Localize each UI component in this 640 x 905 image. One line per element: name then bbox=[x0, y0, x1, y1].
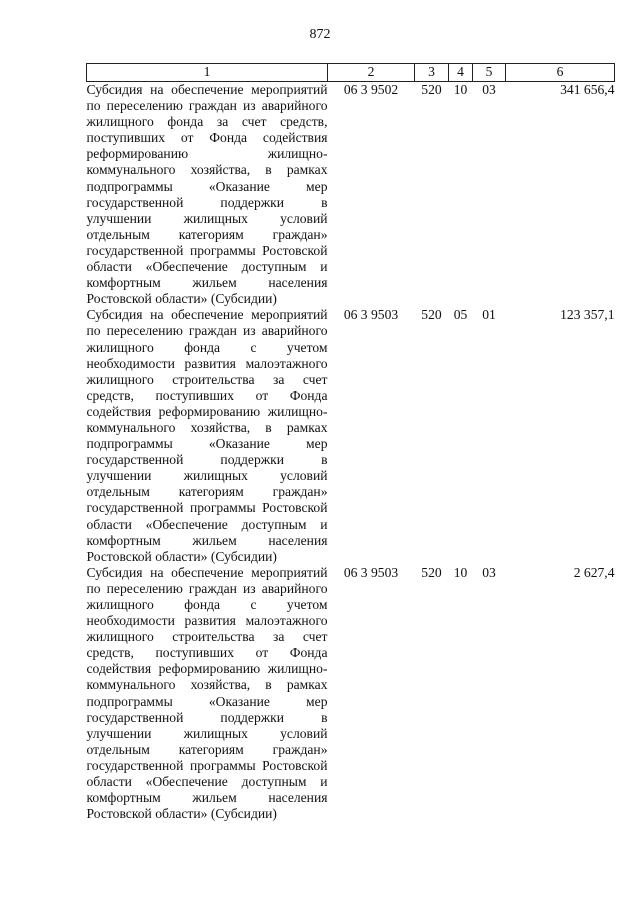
row-expense-type: 520 bbox=[421, 564, 442, 580]
page-number: 872 bbox=[309, 27, 331, 42]
row-subsection: 03 bbox=[482, 82, 496, 97]
column-header: 6 bbox=[506, 64, 615, 82]
column-header: 2 bbox=[328, 64, 415, 82]
row-amount: 123 357,1 bbox=[560, 307, 615, 323]
row-subsection: 03 bbox=[482, 564, 496, 580]
column-header: 4 bbox=[449, 64, 473, 82]
row-section: 10 bbox=[453, 82, 468, 97]
table-row bbox=[87, 565, 615, 823]
column-header: 1 bbox=[87, 64, 328, 82]
row-target-code: 06 3 9503 bbox=[343, 307, 399, 323]
row-expense-type: 520 bbox=[421, 307, 442, 323]
row-section: 10 bbox=[453, 564, 468, 580]
budget-table bbox=[86, 63, 615, 822]
row-description: Субсидия на обеспечение мероприятий по переселению граждан из аварийного жилищного фонда с учетом необходимости развития малоэтажного жилищного строительства за счет средств, поступивших от Фонда содействия реформированию жилищно-коммунального хозяйства, в рамках подпрограммы «Оказание мер государственной поддержки в улучшении жилищных условий отдельным категориям граждан» государственной программы Ростовской области «Обеспечение доступным и комфортным жильем населения Ростовской области» (Субсидии) bbox=[86, 564, 328, 822]
row-expense-type: 520 bbox=[421, 82, 442, 97]
column-header: 5 bbox=[473, 64, 506, 82]
row-description: Субсидия на обеспечение мероприятий по переселению граждан из аварийного жилищного фонда за счет средств, поступивших от Фонда содействия реформированию жилищно-коммунального хозяйства, в рамках подпрограммы «Оказание мер государственной поддержки в улучшении жилищных условий отдельным категориям граждан» государственной программы Ростовской области «Обеспечение доступным и комфортным жильем населения Ростовской области» (Субсидии) bbox=[86, 82, 328, 307]
row-description: Субсидия на обеспечение мероприятий по переселению граждан из аварийного жилищного фонда с учетом необходимости развития малоэтажного жилищного строительства за счет средств, поступивших от Фонда содействия реформированию жилищно-коммунального хозяйства, в рамках подпрограммы «Оказание мер государственной поддержки в улучшении жилищных условий отдельным категориям граждан» государственной программы Ростовской области «Обеспечение доступным и комфортным жильем населения Ростовской области» (Субсидии) bbox=[86, 307, 328, 564]
row-amount: 2 627,4 bbox=[573, 564, 615, 580]
table-row bbox=[87, 307, 615, 565]
row-target-code: 06 3 9502 bbox=[343, 82, 399, 97]
row-section: 05 bbox=[453, 307, 468, 323]
row-subsection: 01 bbox=[482, 307, 496, 323]
row-target-code: 06 3 9503 bbox=[343, 564, 399, 580]
table-header-row bbox=[87, 64, 615, 82]
table-row bbox=[87, 82, 615, 308]
column-header: 3 bbox=[415, 64, 449, 82]
row-amount: 341 656,4 bbox=[560, 82, 615, 97]
